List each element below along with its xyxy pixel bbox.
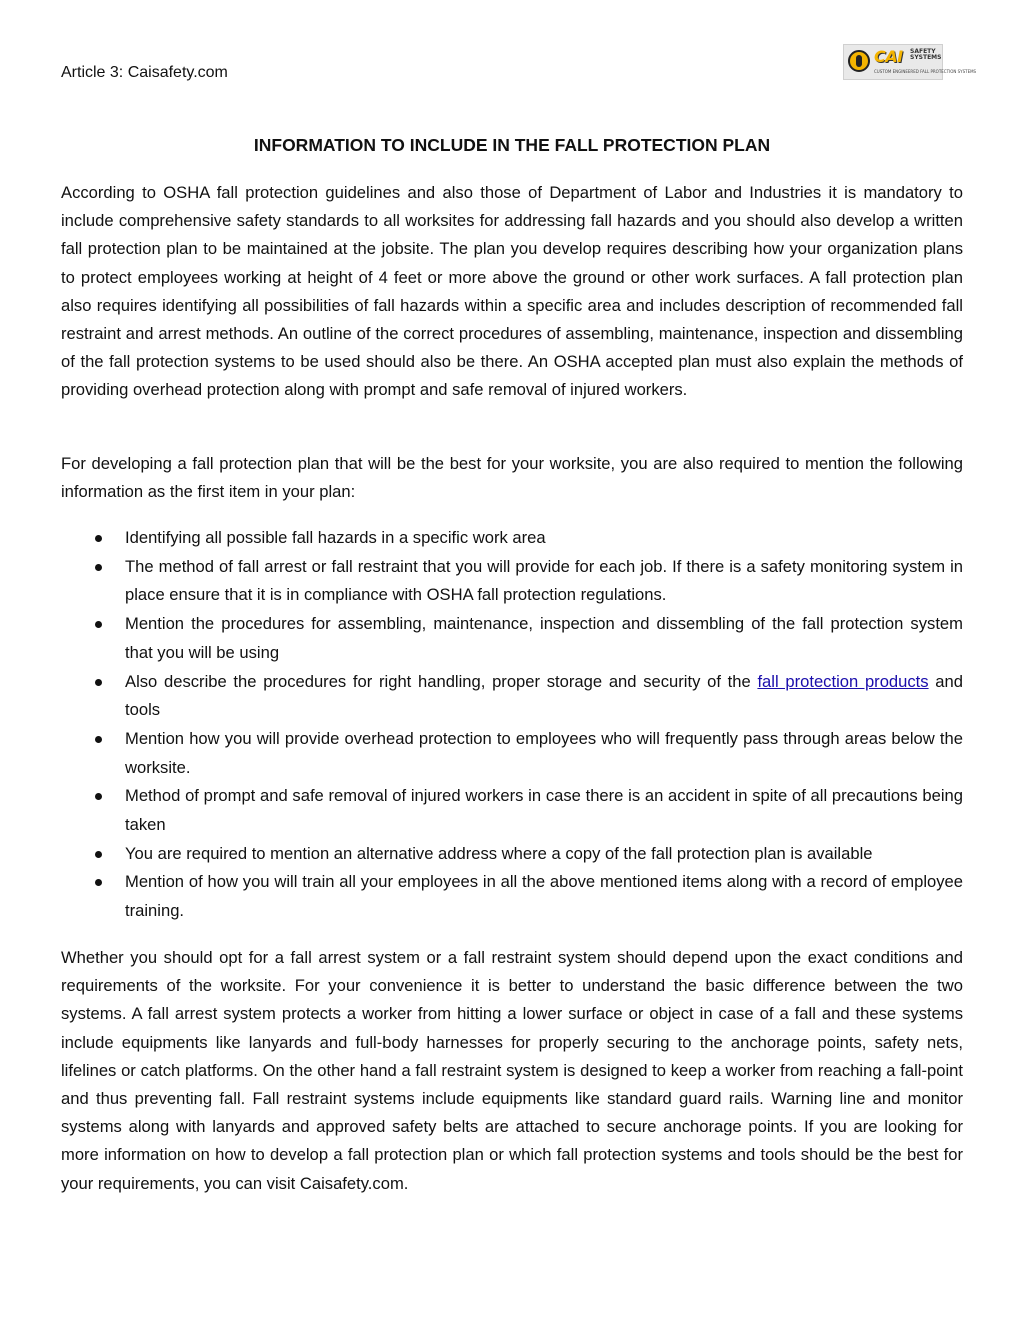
bullet-icon bbox=[95, 879, 102, 886]
list-item-text: Mention how you will provide overhead protection to employees who will frequently pass through areas below the worksite. bbox=[125, 728, 963, 777]
list-item-text: Mention of how you will train all your employees in all the above mentioned items along with a record of employee training. bbox=[125, 872, 963, 921]
bullet-icon bbox=[95, 679, 102, 686]
list-item bbox=[61, 553, 963, 610]
lead-in-paragraph: For developing a fall protection plan that will be the best for your worksite, you are also required to mention the following information as the first item in your plan: bbox=[61, 454, 963, 502]
list-item-text: Identifying all possible fall hazards in a specific work area bbox=[125, 528, 546, 547]
page-title: INFORMATION TO INCLUDE IN THE FALL PROTECTION PLAN bbox=[253, 135, 771, 155]
bullet-list bbox=[61, 524, 963, 926]
bullet-icon bbox=[95, 564, 102, 571]
list-item-text: The method of fall arrest or fall restraint that you will provide for each job. If there is a safety monitoring system in place ensure that it is in compliance with OSHA fall protection regulations. bbox=[125, 556, 963, 605]
bullet-icon bbox=[95, 851, 102, 858]
list-item bbox=[61, 782, 963, 839]
list-item bbox=[61, 524, 963, 553]
list-item-text: Also describe the procedures for right handling, proper storage and security of the bbox=[125, 671, 758, 691]
list-item bbox=[61, 868, 963, 925]
closing-paragraph: Whether you should opt for a fall arrest system or a fall restraint system should depend upon the exact conditions and requirements of the worksite. For your convenience it is better to understand the basic difference between the two systems. A fall arrest system protects a worker from hitting a lower surface or object in case of a fall and these systems include equipments like lanyards and full-body harnesses for properly securing to the anchorage points, safety nets, lifelines or catch platforms. On the other hand a fall restraint system is designed to keep a worker from reaching a fall-point and thus preventing fall. Fall restraint systems include equipments like standard guard rails. Warning line and monitor systems along with lanyards and approved safety belts are attached to secure anchorage points. If you are looking for more information on how to develop a fall protection plan or which fall protection systems and tools should be the best for your requirements, you can visit Caisafety.com. bbox=[61, 948, 963, 1193]
list-item bbox=[61, 668, 963, 725]
bullet-icon bbox=[95, 793, 102, 800]
list-item bbox=[61, 725, 963, 782]
logo-wordmark: CAI bbox=[874, 47, 903, 66]
logo-side-text: SAFETY SYSTEMS bbox=[910, 48, 942, 61]
logo-tagline: CUSTOM ENGINEERED FALL PROTECTION SYSTEMS bbox=[874, 69, 977, 74]
list-item-text: and tools bbox=[125, 671, 963, 720]
logo-emblem-icon bbox=[848, 50, 870, 72]
bullet-icon bbox=[95, 736, 102, 743]
bullet-icon bbox=[95, 621, 102, 628]
list-item-text: Mention the procedures for assembling, maintenance, inspection and dissembling of the fall protection system that you will be using bbox=[125, 614, 963, 662]
intro-paragraph: According to OSHA fall protection guidelines and also those of Department of Labor and Industries it is mandatory to include comprehensive safety standards to all worksites for addressing fall hazards and you should also develop a written fall protection plan to be maintained at the jobsite. The plan you develop requires describing how your organization plans to protect employees working at height of 4 feet or more above the ground or other work surfaces. A fall protection plan also requires identifying all possibilities of fall hazards within a specific area and includes description of recommended fall restraint and arrest methods. An outline of the correct procedures of assembling, maintenance, inspection and dissembling of the fall protection systems to be used should also be there. An OSHA accepted plan must also explain the methods of providing overhead protection along with prompt and safe removal of injured workers. bbox=[61, 183, 963, 400]
list-item-text: You are required to mention an alternative address where a copy of the fall protection plan is available bbox=[125, 843, 873, 863]
list-item bbox=[61, 610, 963, 667]
fall-protection-products-link[interactable]: fall protection products bbox=[757, 671, 929, 691]
header-text: Article 3: Caisafety.com bbox=[61, 64, 228, 81]
caisafety-logo bbox=[843, 44, 977, 80]
bullet-icon bbox=[95, 535, 102, 542]
list-item bbox=[61, 840, 963, 869]
list-item-text: Method of prompt and safe removal of injured workers in case there is an accident in spite of all precautions being taken bbox=[125, 786, 963, 835]
